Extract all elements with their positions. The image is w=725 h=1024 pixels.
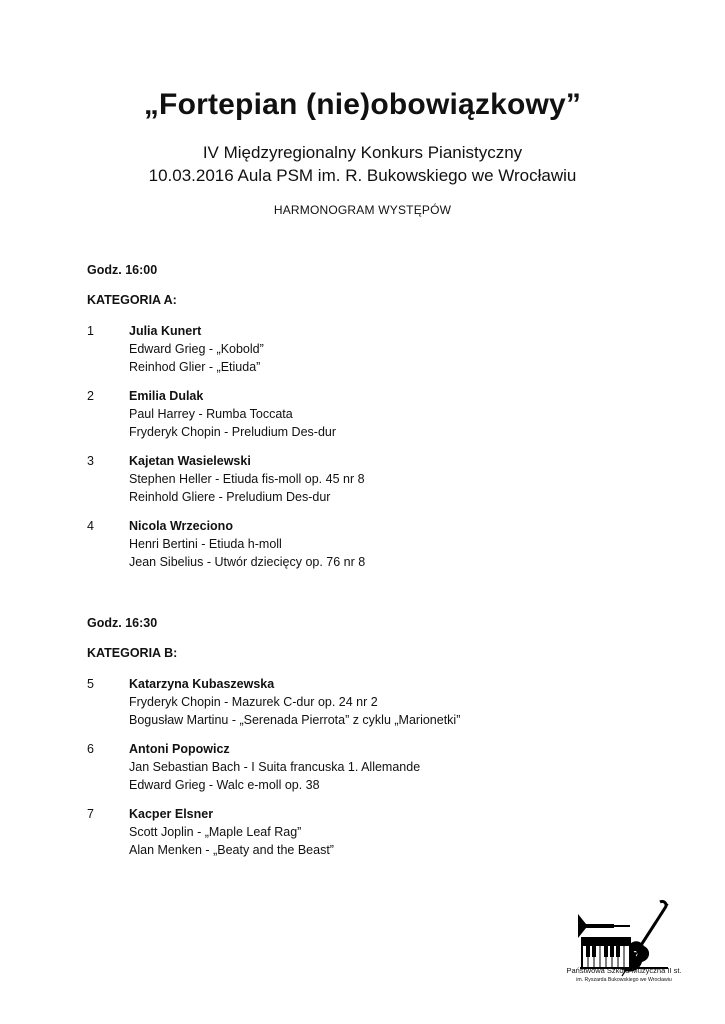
session-category: KATEGORIA B: [87,646,178,660]
repertoire-piece: Fryderyk Chopin - Preludium Des-dur [129,425,337,439]
performer-name: Kacper Elsner [129,807,214,821]
session-time: Godz. 16:00 [87,263,158,277]
performer-entry [87,675,687,729]
performer-list [87,675,687,859]
performer-name: Antoni Popowicz [129,742,230,756]
performance-schedule [87,262,687,859]
schedule-heading: HARMONOGRAM WYSTĘPÓW [273,203,452,217]
repertoire-piece: Jan Sebastian Bach - I Suita francuska 1. Allemande [129,760,421,774]
session-time: Godz. 16:30 [87,616,158,630]
competition-name: IV Międzyregionalny Konkurs Pianistyczny [202,143,523,162]
session-category: KATEGORIA A: [87,293,177,307]
performer-entry [87,740,687,794]
performer-name: Nicola Wrzeciono [129,519,233,533]
performer-entry [87,517,687,571]
performer-entry [87,387,687,441]
performer-entry [87,805,687,859]
schedule-session [87,615,687,859]
repertoire-piece: Paul Harrey - Rumba Toccata [129,407,293,421]
repertoire-piece: Bogusław Martinu - „Serenada Pierrota” z cyklu „Marionetki” [129,713,461,727]
performer-name: Kajetan Wasielewski [129,454,251,468]
repertoire-piece: Jean Sibelius - Utwór dziecięcy op. 76 nr 8 [129,555,366,569]
repertoire-piece: Stephen Heller - Etiuda fis-moll op. 45 nr 8 [129,472,365,486]
school-name: Państwowa Szkoła Muzyczna II st. [566,966,682,975]
performer-name: Katarzyna Kubaszewska [129,677,275,691]
repertoire-piece: Fryderyk Chopin - Mazurek C-dur op. 24 nr 2 [129,695,378,709]
performer-entry [87,452,687,506]
performer-name: Julia Kunert [129,324,202,338]
repertoire-piece: Edward Grieg - „Kobold” [129,342,264,356]
schedule-session [87,262,687,571]
school-patron: im. Ryszarda Bukowskiego we Wrocławiu [576,977,672,983]
repertoire-piece: Reinhod Glier - „Etiuda” [129,360,261,374]
document-title: „Fortepian (nie)obowiązkowy” [143,88,582,121]
performer-entry [87,322,687,376]
repertoire-piece: Alan Menken - „Beaty and the Beast” [129,843,334,857]
performer-number: 1 [87,324,94,338]
repertoire-piece: Edward Grieg - Walc e-moll op. 38 [129,778,320,792]
performer-number: 3 [87,454,94,468]
repertoire-piece: Henri Bertini - Etiuda h-moll [129,537,282,551]
performer-name: Emilia Dulak [129,389,204,403]
event-date-venue: 10.03.2016 Aula PSM im. R. Bukowskiego we Wrocławiu [148,166,577,185]
repertoire-piece: Scott Joplin - „Maple Leaf Rag” [129,825,302,839]
performer-number: 4 [87,519,94,533]
performer-number: 5 [87,677,94,691]
performer-number: 2 [87,389,94,403]
performer-number: 6 [87,742,94,756]
performer-number: 7 [87,807,94,821]
performer-list [87,322,687,571]
repertoire-piece: Reinhold Gliere - Preludium Des-dur [129,490,331,504]
